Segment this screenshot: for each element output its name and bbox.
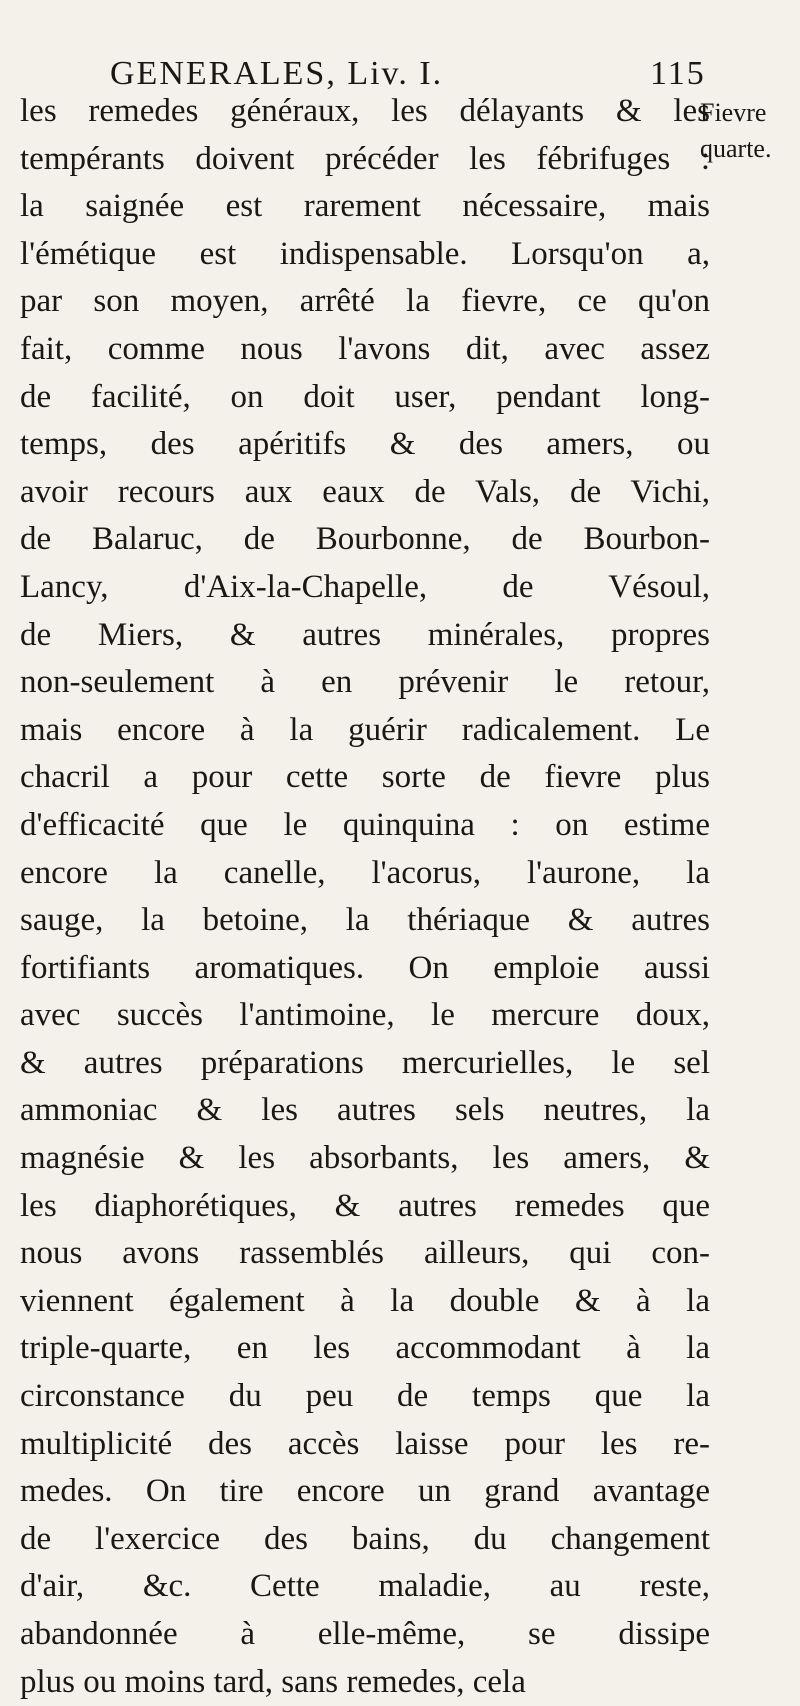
body-text (20, 88, 710, 1706)
text-line: les diaphorétiques, & autres remedes que (20, 1187, 710, 1224)
text-line: la saignée est rarement nécessaire, mais (20, 188, 710, 225)
text-line: non-seulement à en prévenir le retour, (20, 664, 710, 701)
text-line: mais encore à la guérir radicalement. Le (20, 711, 710, 748)
text-line: multiplicité des accès laisse pour les re- (20, 1425, 710, 1462)
text-line: par son moyen, arrêté la fievre, ce qu'on (20, 283, 710, 320)
text-line: & autres préparations mercurielles, le sel (20, 1044, 710, 1081)
text-line: d'air, &c. Cette maladie, au reste, (20, 1568, 710, 1605)
text-line: tempérants doivent précéder les fébrifuges : (20, 140, 710, 177)
text-line: l'émétique est indispensable. Lorsqu'on a, (20, 235, 710, 272)
text-line: chacril a pour cette sorte de fievre plus (20, 759, 710, 796)
text-line: d'efficacité que le quinquina : on estime (20, 806, 710, 843)
text-line: medes. On tire encore un grand avantage (20, 1473, 710, 1510)
text-line: fait, comme nous l'avons dit, avec assez (20, 330, 710, 367)
text-line: Lancy, d'Aix-la-Chapelle, de Vésoul, (20, 568, 710, 605)
text-line: nous avons rassemblés ailleurs, qui con- (20, 1235, 710, 1272)
text-line: plus ou moins tard, sans remedes, cela (20, 1663, 526, 1700)
text-line: de Balaruc, de Bourbonne, de Bourbon- (20, 521, 710, 558)
text-line: circonstance du peu de temps que la (20, 1378, 710, 1415)
margin-note-quarte: quarte. (700, 134, 772, 163)
text-line: ammoniac & les autres sels neutres, la (20, 1092, 710, 1129)
text-line: de l'exercice des bains, du changement (20, 1520, 710, 1557)
text-line: abandonnée à elle-même, se dissipe (20, 1616, 710, 1652)
text-line: avoir recours aux eaux de Vals, de Vichi, (20, 473, 710, 510)
text-line: triple-quarte, en les accommodant à la (20, 1330, 710, 1367)
text-line: sauge, la betoine, la thériaque & autres (20, 902, 710, 939)
text-line: de Miers, & autres minérales, propres (20, 616, 710, 653)
text-line: viennent également à la double & à la (20, 1282, 710, 1319)
text-line: de facilité, on doit user, pendant long- (20, 378, 710, 415)
page-number: 115 (650, 55, 706, 92)
text-line: avec succès l'antimoine, le mercure doux, (20, 997, 710, 1034)
text-line: temps, des apéritifs & des amers, ou (20, 426, 710, 463)
text-line: fortifiants aromatiques. On emploie aussi (20, 949, 710, 986)
text-line: encore la canelle, l'acorus, l'aurone, la (20, 854, 710, 891)
running-title: GENERALES, Liv. I. (110, 55, 444, 92)
text-line: magnésie & les absorbants, les amers, & (20, 1140, 710, 1177)
text-line: les remedes généraux, les délayants & les (20, 93, 710, 129)
margin-note-fievre: Fievre (700, 98, 767, 127)
